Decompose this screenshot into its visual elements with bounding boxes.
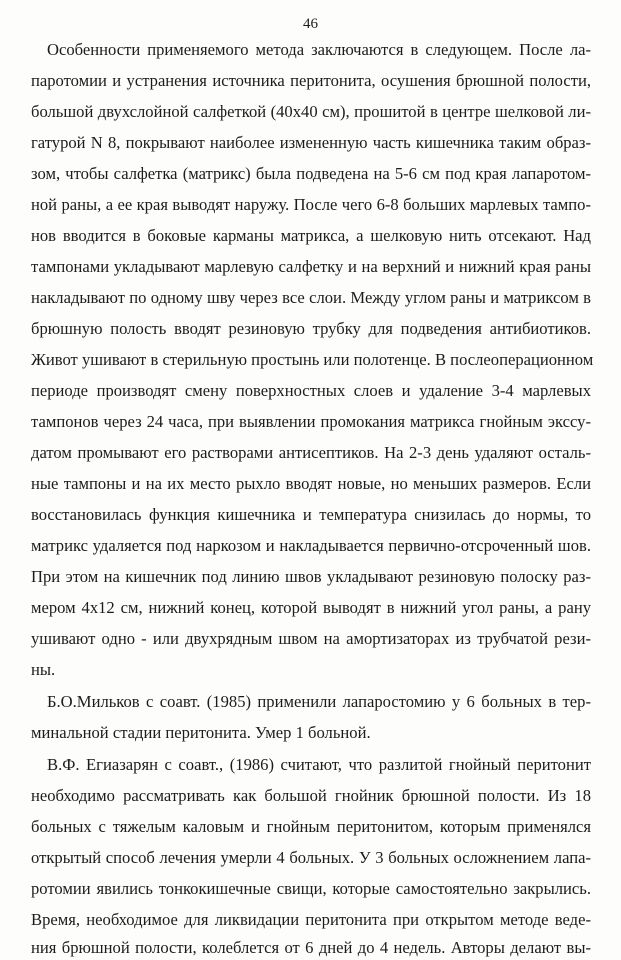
text-line: матрикс удаляется под наркозом и накладывается первично-отсроченный шов. — [31, 536, 591, 555]
text-line: Время, необходимое для ликвидации перитонита при открытом методе веде- — [31, 910, 591, 929]
text-line: периоде производят смену поверхностных слоев и удаление 3-4 марлевых — [31, 381, 591, 400]
text-line: брюшную полость вводят резиновую трубку для подведения антибиотиков. — [31, 319, 591, 338]
text-line: восстановилась функция кишечника и температура снизилась до нормы, то — [31, 505, 591, 524]
text-line: тампонов через 24 часа, при выявлении промокания матрикса гнойным экссу- — [31, 412, 591, 431]
text-line: необходимо рассматривать как большой гнойник брюшной полости. Из 18 — [31, 786, 591, 805]
text-line: ной раны, а ее края выводят наружу. После чего 6-8 больших марлевых тампо- — [31, 195, 591, 214]
text-line: накладывают по одному шву через все слои. Между углом раны и матриксом в — [31, 288, 591, 307]
text-line: тампонами укладывают марлевую салфетку и на верхний и нижний края раны — [31, 257, 591, 276]
text-line: гатурой N 8, покрывают наиболее измененную часть кишечника таким образ- — [31, 133, 591, 152]
text-line: Б.О.Мильков с соавт. (1985) применили лапаростомию у 6 больных в тер- — [47, 692, 591, 711]
text-line: ны. — [31, 660, 56, 679]
text-line: мером 4х12 см, нижний конец, которой выводят в нижний угол раны, а рану — [31, 598, 591, 617]
text-line: ния брюшной полости, колеблется от 6 дней до 4 недель. Авторы делают вы- — [31, 938, 591, 957]
text-line: Живот ушивают в стерильную простынь или полотенце. В послеоперационном — [31, 350, 594, 369]
text-line: Особенности применяемого метода заключаются в следующем. После ла- — [47, 40, 591, 59]
text-line: При этом на кишечник под линию швов укладывают резиновую полоску раз- — [31, 567, 591, 586]
text-line: паротомии и устранения источника перитонита, осушения брюшной полости, — [31, 71, 591, 90]
text-line: зом, чтобы салфетка (матрикс) была подведена на 5-6 см под края лапаротом- — [31, 164, 591, 183]
text-line: нов вводится в боковые карманы матрикса, а шелковую нить отсекают. Над — [31, 226, 591, 245]
text-line: ротомии явились тонкокишечные свищи, которые самостоятельно закрылись. — [31, 879, 591, 898]
text-line: датом промывают его растворами антисептиков. На 2-3 день удаляют осталь- — [31, 443, 591, 462]
text-line: больных с тяжелым каловым и гнойным перитонитом, которым применялся — [31, 817, 591, 836]
text-line: ные тампоны и на их место рыхло вводят новые, но меньших размеров. Если — [31, 474, 591, 493]
text-line: В.Ф. Егиазарян с соавт., (1986) считают, что разлитой гнойный перитонит — [47, 755, 591, 774]
text-line: большой двухслойной салфеткой (40х40 см), прошитой в центре шелковой ли- — [31, 102, 591, 121]
text-line: ушивают одно - или двухрядным швом на амортизаторах из трубчатой рези- — [31, 629, 591, 648]
text-line: открытый способ лечения умерли 4 больных. У 3 больных осложнением лапа- — [31, 848, 591, 867]
page-number: 46 — [303, 16, 318, 32]
text-line: минальной стадии перитонита. Умер 1 больной. — [31, 723, 371, 742]
